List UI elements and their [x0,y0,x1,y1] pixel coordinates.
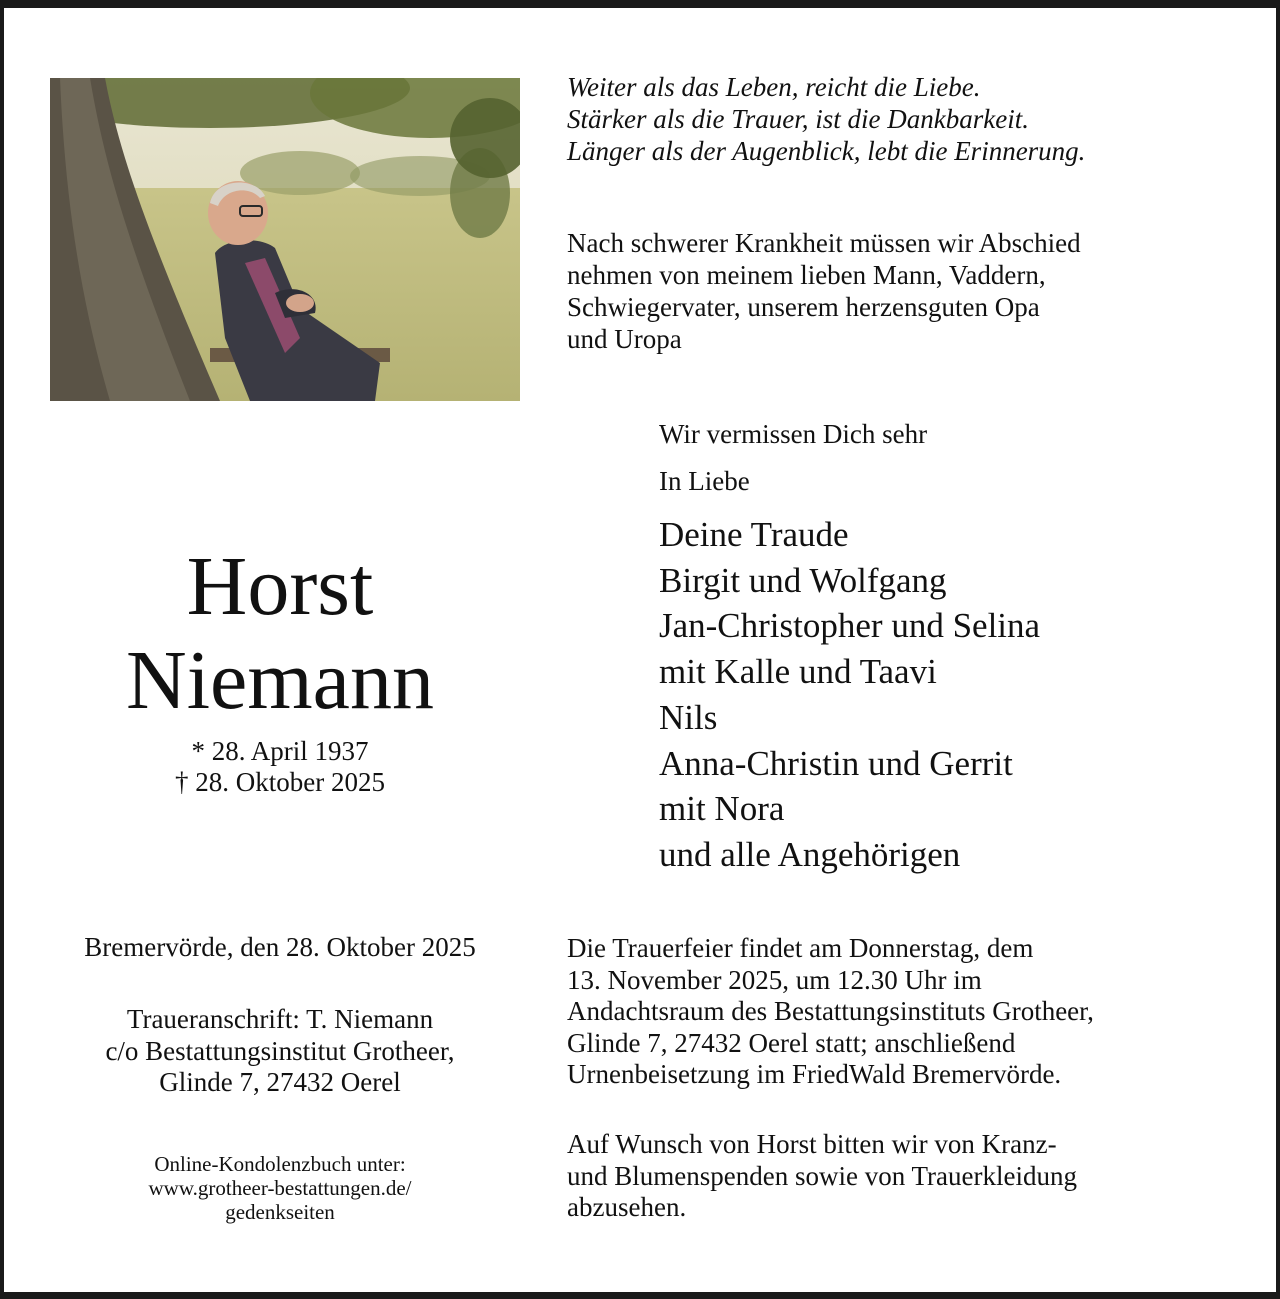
miss-text: Wir vermissen Dich sehr [659,419,928,449]
family-member: Nils [659,697,718,737]
place-date: Bremervörde, den 28. Oktober 2025 [84,932,476,962]
motto [567,71,1247,167]
online-url-cont[interactable]: gedenkseiten [225,1200,335,1224]
birth-date: * 28. April 1937 [191,736,369,766]
service-info [567,933,1257,1091]
family-member: mit Nora [659,789,785,829]
service-line: Urnenbeisetzung im FriedWald Bremervörde. [567,1059,1062,1089]
intro-line: Schwiegervater, unserem herzensguten Opa [567,292,1040,322]
motto-line: Länger als der Augenblick, lebt die Erinnerung. [567,136,1086,166]
wish-info [567,1129,1257,1224]
last-name: Niemann [126,634,434,727]
family-member: mit Kalle und Taavi [659,652,937,692]
wish-line: Auf Wunsch von Horst bitten wir von Kranz- [567,1129,1057,1159]
service-line: Andachtsraum des Bestattungsinstituts Grotheer, [567,996,1094,1026]
love-text: In Liebe [659,466,750,496]
address-line: Glinde 7, 27432 Oerel [159,1067,401,1097]
deceased-name [50,540,510,728]
online-condolence [30,1152,530,1224]
service-line: Die Trauerfeier findet am Donnerstag, dem [567,933,1034,963]
family-list [659,512,1040,878]
family-member: Birgit und Wolfgang [659,560,947,600]
life-dates [50,736,510,798]
service-line: Glinde 7, 27432 Oerel statt; anschließend [567,1027,1016,1058]
motto-line: Stärker als die Trauer, ist die Dankbarkeit. [567,104,1029,134]
wish-line: und Blumenspenden sowie von Trauerkleidung [567,1160,1077,1191]
death-date: † 28. Oktober 2025 [175,767,385,797]
wish-line: abzusehen. [567,1192,687,1222]
family-member: Deine Traude [659,515,849,554]
family-member: Anna-Christin und Gerrit [659,743,1013,783]
motto-line: Weiter als das Leben, reicht die Liebe. [567,72,981,102]
portrait-photo-icon [50,78,520,401]
intro-text [567,227,1247,355]
address-line: c/o Bestattungsinstitut Grotheer, [105,1035,455,1066]
first-name: Horst [186,540,374,633]
family-member: Jan-Christopher und Selina [659,606,1041,646]
portrait-photo [50,78,520,401]
intro-line: und Uropa [567,324,682,354]
online-url[interactable]: www.grotheer-bestattungen.de/ [148,1176,412,1200]
family-member: und alle Angehörigen [659,834,961,874]
mourning-address [30,1004,530,1099]
intro-line: nehmen von meinem lieben Mann, Vaddern, [567,260,1046,290]
intro-line: Nach schwerer Krankheit müssen wir Abschied [567,228,1081,258]
service-line: 13. November 2025, um 12.30 Uhr im [567,964,982,995]
online-label: Online-Kondolenzbuch unter: [154,1152,406,1176]
address-line: Traueranschrift: T. Niemann [126,1004,434,1034]
